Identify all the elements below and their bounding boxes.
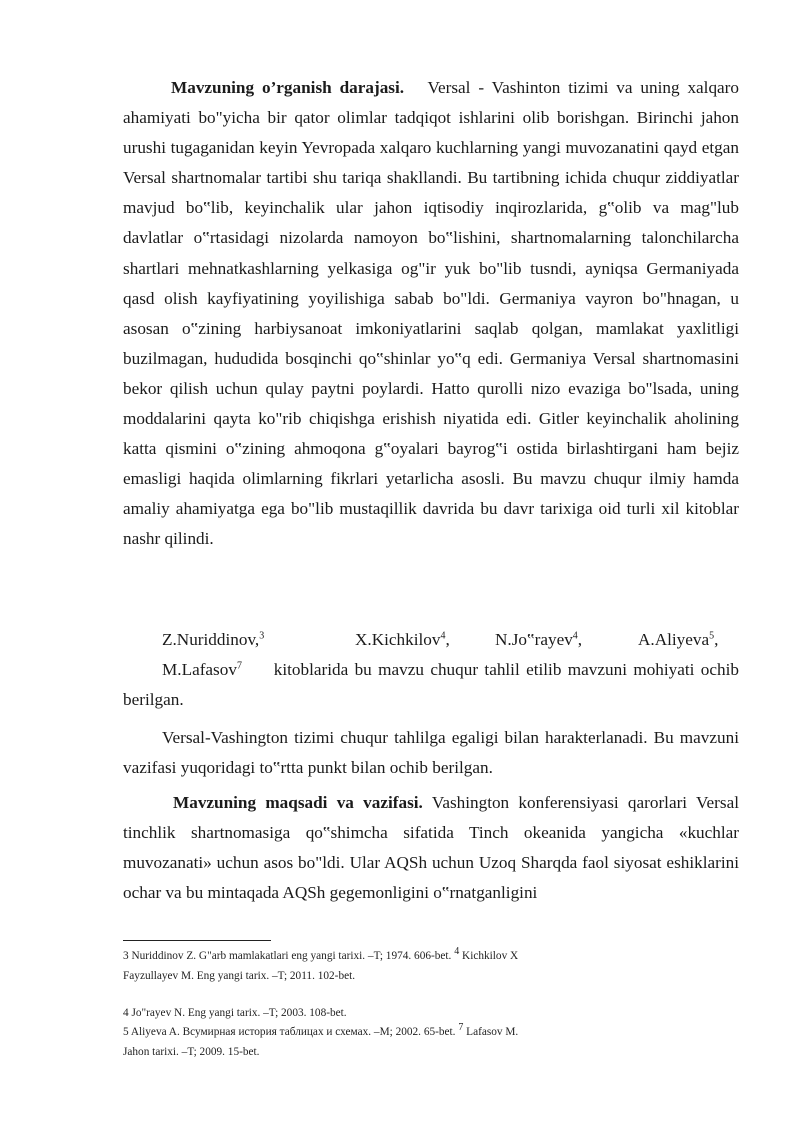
section-level-of-study [123, 73, 739, 555]
author-lafasov: M.Lafasov [162, 660, 237, 679]
author-aliyeva: A.Aliyeva$^5$, [638, 630, 719, 649]
section-body-goal-and-task: Vashington konferensiyasi qarorlari Versal tinchlik shartnomasiga qo‟shimcha sifatida Tinch okeanida yangicha «kuchlar muvozanati» uchun asos bo"ldi. Ular AQSh uchun Uzoq Sharqda faol siyosat eshiklarini ochar va bu mintaqada AQSh gegemonligini o‟rnatganligini [123, 793, 739, 903]
author-nuriddinov: Z.Nuriddinov,$^3$ [162, 630, 265, 649]
author-jorayev: N.Jo‟rayev$^4$, [495, 630, 583, 649]
footnote-1: 3 Nuriddinov Z. G"arb mamlakatlari eng yangi tarixi. –T; 1974. 606-bet. $^4$ Kichkilov X Fayzullayev M. Eng yangi tarix. –T; 2011. 102-bet. [123, 946, 519, 982]
versal-paragraph: Versal-Vashington tizimi chuqur tahlilga egaligi bilan harakterlanadi. Bu mavzuni vazifasi yuqoridagi to‟rtta punkt bilan ochib berilgan. [123, 728, 739, 778]
section-body-level-of-study: Versal - Vashinton tizimi va uning xalqaro ahamiyati bo"yicha bir qator olimlar tadqiqot ishlarini olib borishgan. Birinchi jahon urushi tugaganidan keyin Yevropada xalqaro kuchlarning yangi muvozanatini qayd etgan Versal shartnomalar tartibi shu tariqa shakllandi. Bu tartibning ichida chuqur ziddiyatlar mavjud bo‟lib, keyinchalik ular jahon iqtisodiy inqirozlarida, g‟olib va mag"lub davlatlar o‟rtasidagi nizolarda namoyon bo‟lishini, shartnomalarning talonchilarcha shartlari mehnatkashlarning yelkasiga og"ir yuk bo"lib tusndi, ayniqsa Germaniyada qasd olish kayfiyatining yoyilishiga sabab bo"ldi. Germaniya vayron bo"hnagan, u asosan o‟zining harbiysanoat imkoniyatlarini saqlab qolgan, mamlakat yaxlitligi buzilmagan, hududida bosqinchi qo‟shinlar yo‟q edi. Germaniya Versal shartnomasini bekor qilish uchun qulay paytni poylardi. Hatto qurolli nizo evaziga bo"lsada, uning moddalarini qayta ko"rib chiqishga erishish niyatida edi. Gitler keyinchalik aholining katta qismini o‟zining ahmoqona g‟oyalari bayrog‟i ostida birlashtirgani ham bejiz emasligi haqida olimlarning fikrlari yetarlicha asosli. Bu mavzu chuqur ilmiy hamda amaliy ahamiyatga ega bo"lib mustaqillik davrida bu davr tarixiga oid turli xil kitoblar nashr qilindi. [123, 78, 739, 549]
section-goal-and-task [123, 788, 739, 908]
footnote-separator [123, 940, 271, 941]
authors-continuation: M.Lafasov$^7$ kitoblarida bu mavzu chuqur tahlil etilib mavzuni mohiyati ochib berilgan. [123, 660, 739, 710]
authors-analysis-text: kitoblarida bu mavzu chuqur tahlil etilib mavzuni mohiyati ochib berilgan. [123, 660, 739, 710]
section-heading-goal-and-task: Mavzuning maqsadi va vazifasi. [173, 793, 423, 812]
footnote-3: 5 Aliyeva A. Всумирная история таблицах и схемах. –M; 2002. 65-bet. $^7$ Lafasov M. Jahon tarixi. –T; 2009. 15-bet. [123, 1022, 519, 1058]
author-kichkilov: X.Kichkilov$^4$, [355, 630, 450, 649]
footnote-2: 4 Jo"rayev N. Eng yangi tarix. –T; 2003. 108-bet. [123, 1007, 347, 1019]
section-heading-level-of-study: Mavzuning o’rganish darajasi. [171, 78, 405, 97]
